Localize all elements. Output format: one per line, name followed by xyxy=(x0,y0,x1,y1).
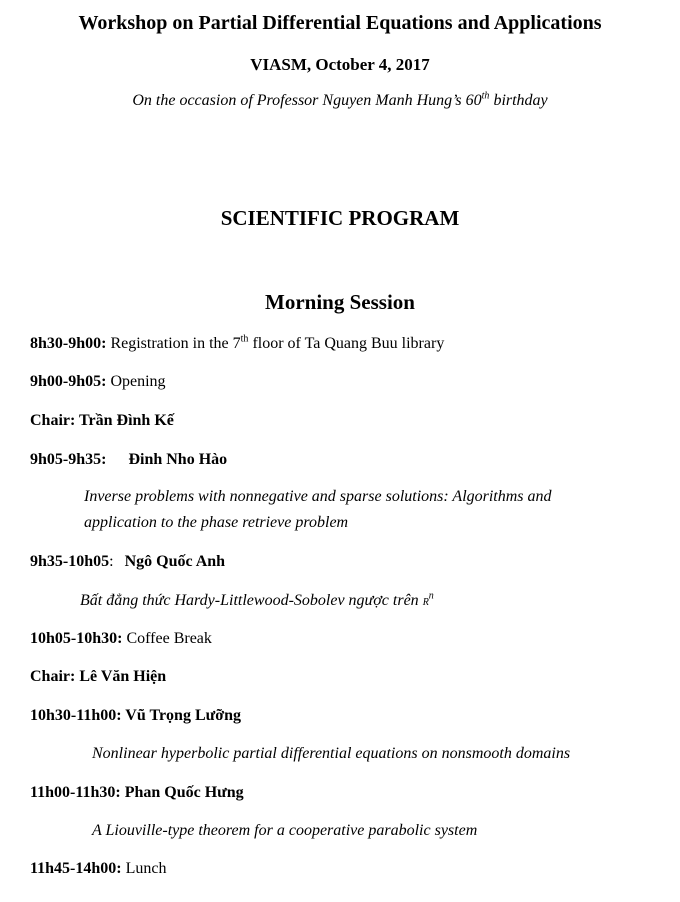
talk-time: 9h05-9h35: xyxy=(30,451,107,468)
registration-text-end: floor of Ta Quang Buu library xyxy=(248,335,445,352)
registration-superscript: th xyxy=(240,333,249,345)
talk-title-3: Nonlinear hyperbolic partial differential equations on nonsmooth domains xyxy=(92,745,571,762)
lunch-text: Lunch xyxy=(121,860,167,877)
talk-row-3 xyxy=(30,707,241,725)
talk-title-1-line-1: Inverse problems with nonnegative and sparse solutions: Algorithms and xyxy=(84,488,552,505)
registration-row xyxy=(30,335,444,353)
venue-date: VIASM, October 4, 2017 xyxy=(250,55,430,74)
talk-time: 11h00-11h30: xyxy=(30,784,121,801)
occasion-superscript: th xyxy=(481,90,490,102)
talk-speaker: Vũ Trọng Lưỡng xyxy=(121,707,241,724)
talk-row-4 xyxy=(30,784,244,802)
talk-row-1 xyxy=(30,451,227,469)
talk-time: 9h35-10h05 xyxy=(30,553,110,570)
talk-time-separator: : xyxy=(109,553,114,570)
talk-title-1-line-2: application to the phase retrieve problem xyxy=(84,514,349,531)
talk-title-2-text: Bất đẳng thức Hardy-Littlewood-Sobolev ngược trên xyxy=(80,592,419,609)
opening-time: 9h00-9h05: xyxy=(30,373,107,390)
chair-row-1 xyxy=(30,412,174,430)
program-title: SCIENTIFIC PROGRAM xyxy=(220,206,460,230)
session-title: Morning Session xyxy=(265,290,415,314)
occasion-text-end: birthday xyxy=(489,92,548,109)
talk-title-2 xyxy=(80,592,434,610)
talk-title-4: A Liouville-type theorem for a cooperative parabolic system xyxy=(92,822,478,839)
chair-label: Chair: xyxy=(30,412,76,429)
chair-row-2 xyxy=(30,668,166,686)
registration-time: 8h30-9h00: xyxy=(30,335,107,352)
opening-row xyxy=(30,373,166,391)
workshop-title: Workshop on Partial Differential Equations and Applications xyxy=(78,12,602,34)
chair-label: Chair: xyxy=(30,668,76,685)
coffee-time: 10h05-10h30: xyxy=(30,630,123,647)
opening-text: Opening xyxy=(106,373,166,390)
coffee-text: Coffee Break xyxy=(122,630,212,647)
math-symbol-exponent: n xyxy=(428,590,434,602)
coffee-row xyxy=(30,630,212,648)
talk-row-2 xyxy=(30,553,225,571)
occasion-text: On the occasion of Professor Nguyen Manh Hung’s 60 xyxy=(132,92,482,109)
chair-name: Trần Đình Kế xyxy=(75,412,174,429)
talk-speaker: Đinh Nho Hào xyxy=(128,451,228,468)
registration-text: Registration in the 7 xyxy=(106,335,241,352)
talk-speaker: Ngô Quốc Anh xyxy=(124,553,226,570)
chair-name: Lê Văn Hiện xyxy=(75,668,167,685)
occasion-line xyxy=(0,92,680,110)
math-symbol-r: R xyxy=(422,597,429,608)
talk-time: 10h30-11h00: xyxy=(30,707,122,724)
lunch-time: 11h45-14h00: xyxy=(30,860,122,877)
talk-speaker: Phan Quốc Hưng xyxy=(120,784,244,801)
lunch-row xyxy=(30,860,166,878)
